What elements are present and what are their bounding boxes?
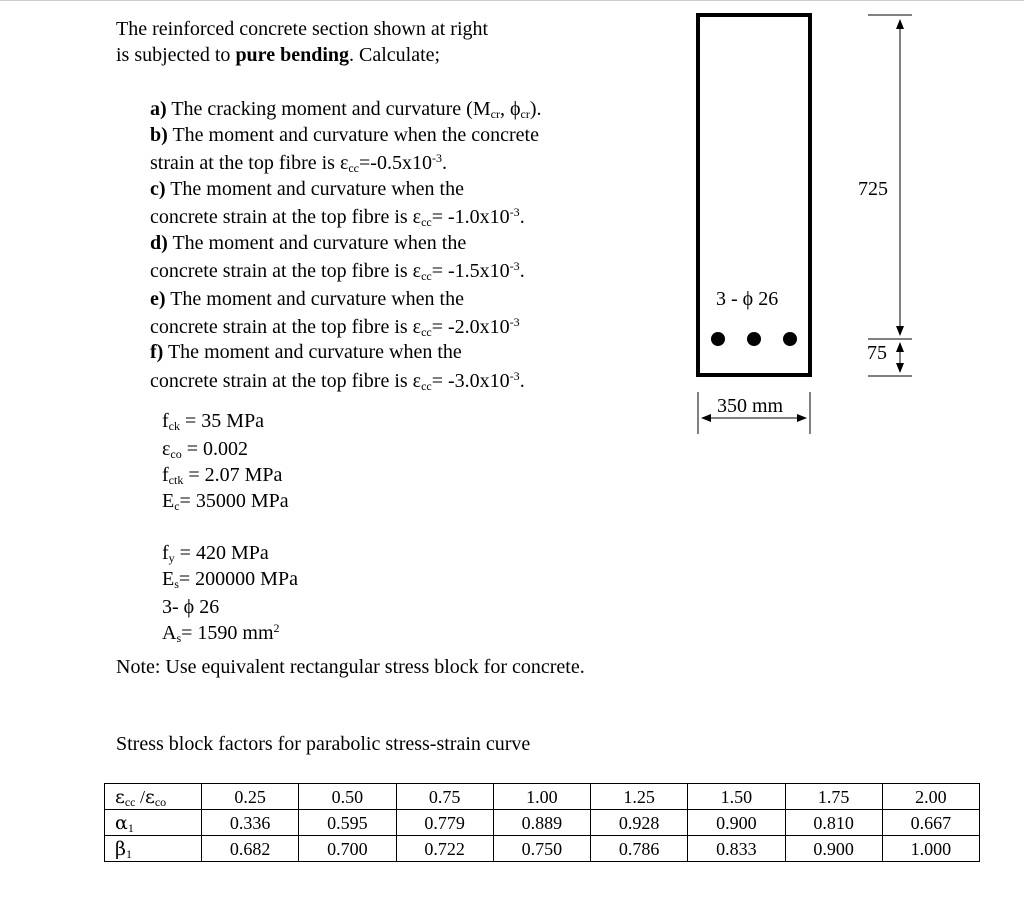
depth-label: 725	[858, 178, 888, 200]
table-cell: 0.336	[202, 810, 299, 836]
prop-es: $E_s= 200000$ MPa	[162, 568, 298, 591]
table-cell: 0.667	[882, 810, 979, 836]
item-c-line-2: concrete strain at the top fibre is $\varepsilon_{cc}= -1.0x10^{-3}$.	[150, 205, 525, 229]
section-outline	[698, 15, 810, 375]
table-cell: 0.750	[493, 836, 590, 862]
table-cell: 0.900	[785, 836, 882, 862]
item-e-line-2: concrete strain at the top fibre is $\varepsilon_{cc}= -2.0x10^{-3}$	[150, 315, 520, 339]
table-cell: 0.682	[202, 836, 299, 862]
item-d-line-1: d) The moment and curvature when the	[150, 232, 467, 254]
table-cell: 0.833	[688, 836, 785, 862]
cover-label: 75	[867, 342, 887, 364]
prop-ec: $E_c= 35000$ MPa	[162, 490, 289, 513]
table-cell: 0.889	[493, 810, 590, 836]
table-cell: 1.00	[493, 784, 590, 810]
row-header-strain-ratio: $\varepsilon_{cc}$ $/\varepsilon_{co}$	[105, 784, 202, 810]
bars-label: 3 - ϕ 26	[716, 288, 779, 310]
item-d-line-2: concrete strain at the top fibre is $\varepsilon_{cc}= -1.5x10^{-3}$.	[150, 259, 525, 283]
note-text: Note: Use equivalent rectangular stress block for concrete.	[116, 656, 585, 678]
intro-line-2: is subjected to pure bending. Calculate;	[116, 44, 441, 66]
item-a: a) The cracking moment and curvature ($M_{cr}$, $\phi_{cr}$).	[150, 98, 542, 121]
table-cell: 1.75	[785, 784, 882, 810]
rebar-dot	[711, 332, 725, 346]
item-c-line-1: c) The moment and curvature when the	[150, 178, 464, 200]
table-caption: Stress block factors for parabolic stress-strain curve	[116, 733, 531, 755]
rebar-dot	[747, 332, 761, 346]
item-e-line-1: e) The moment and curvature when the	[150, 288, 464, 310]
table-cell: 0.928	[591, 810, 688, 836]
table-cell: 0.25	[202, 784, 299, 810]
prop-fck: $f_{ck} = 35$ MPa	[162, 410, 265, 433]
item-b-line-1: b) The moment and curvature when the concrete	[150, 124, 539, 146]
row-header-alpha1: $\alpha_1$	[105, 810, 202, 836]
table-cell: 2.00	[882, 784, 979, 810]
table-cell: 0.50	[299, 784, 396, 810]
table-cell: 0.900	[688, 810, 785, 836]
intro-line-1: The reinforced concrete section shown at right	[116, 18, 489, 40]
table-cell: 1.25	[591, 784, 688, 810]
table-cell: 0.779	[396, 810, 493, 836]
row-header-beta1: $\beta_1$	[105, 836, 202, 862]
table-cell: 0.786	[591, 836, 688, 862]
prop-bars: 3- ϕ 26	[162, 596, 220, 618]
rebar-dot	[783, 332, 797, 346]
prop-fctk: $f_{ctk} = 2.07$ MPa	[162, 464, 283, 487]
item-b-line-2: strain at the top fibre is $\varepsilon_{cc}=-0.5x10^{-3}$.	[150, 151, 447, 175]
item-f-line-2: concrete strain at the top fibre is $\varepsilon_{cc}= -3.0x10^{-3}$.	[150, 369, 525, 393]
table-cell: 1.000	[882, 836, 979, 862]
table-cell: 0.700	[299, 836, 396, 862]
table-cell: 0.810	[785, 810, 882, 836]
table-cell: 0.75	[396, 784, 493, 810]
table-cell: 1.50	[688, 784, 785, 810]
prop-fy: $f_y = 420$ MPa	[162, 542, 269, 565]
table-cell: 0.595	[299, 810, 396, 836]
prop-eco: $\varepsilon_{co} = 0.002$	[162, 438, 249, 461]
table-cell: 0.722	[396, 836, 493, 862]
prop-as: $A_s= 1590$ $mm^2$	[162, 621, 280, 645]
width-label: 350 mm	[717, 395, 784, 417]
item-f-line-1: f) The moment and curvature when the	[150, 341, 462, 363]
